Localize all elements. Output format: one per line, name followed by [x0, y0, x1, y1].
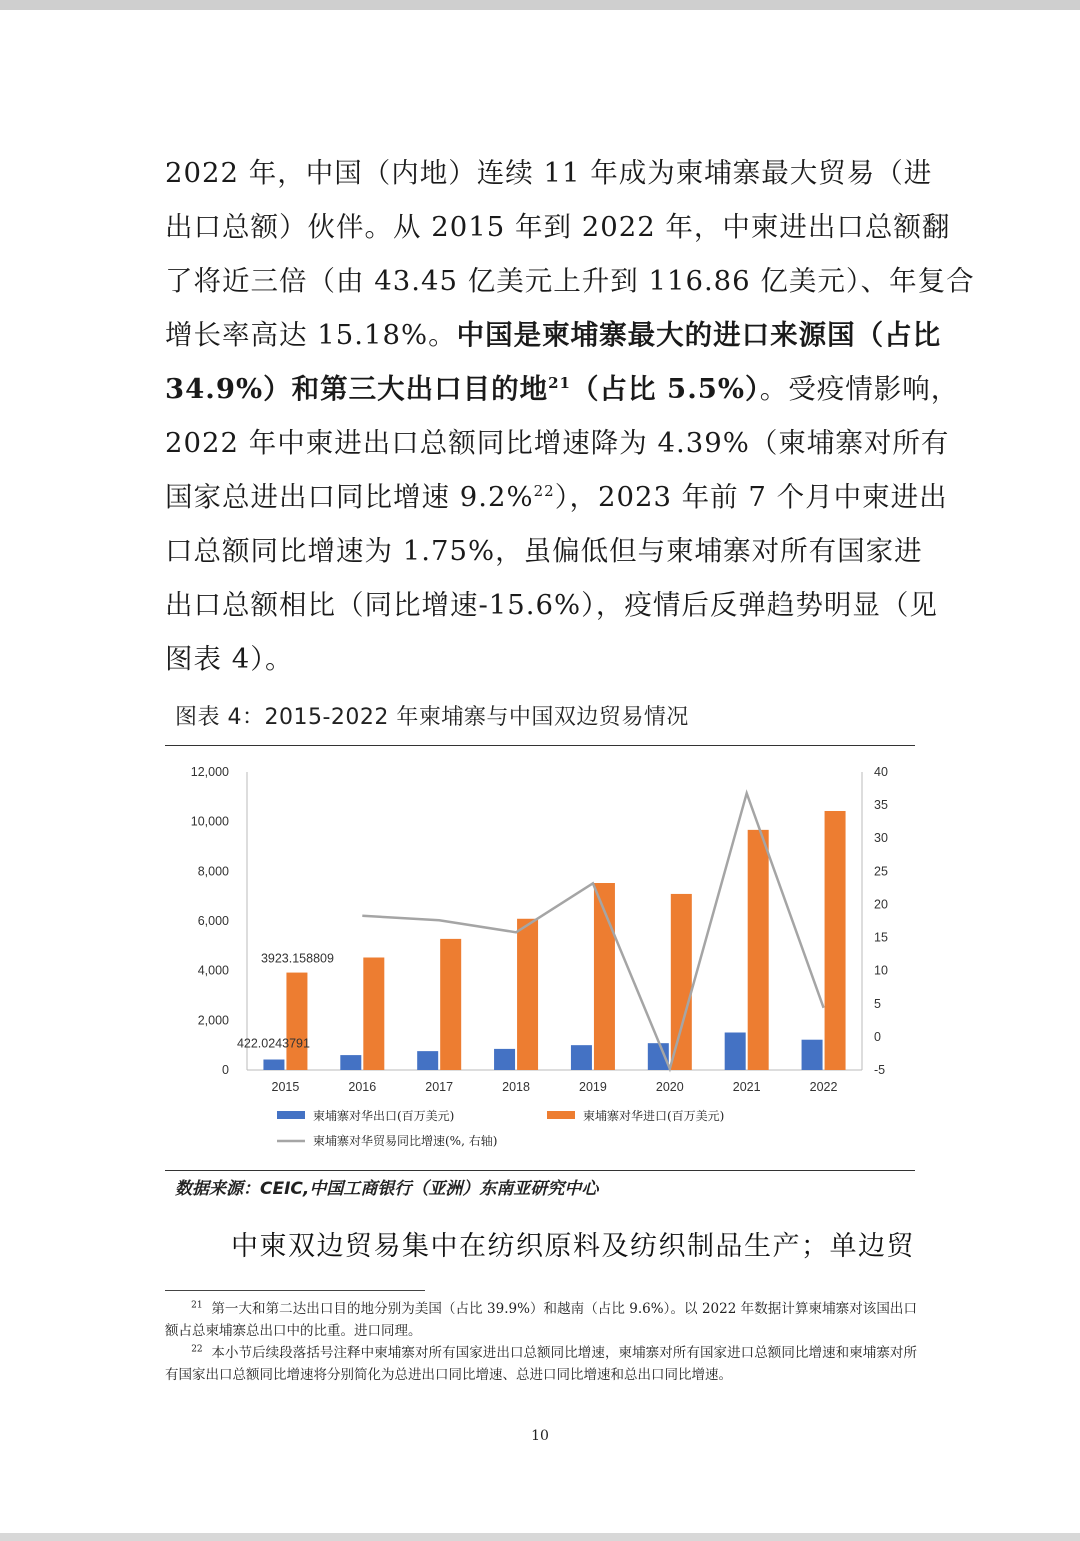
text-bold: 中国是柬埔寨最大的进口来源国（占比: [456, 319, 942, 351]
bar-import-2020: [671, 894, 692, 1070]
left-tick-label: 10,000: [190, 814, 229, 829]
bar-export-2022: [802, 1040, 823, 1070]
footnote-22: [165, 1342, 917, 1386]
text-line: 出口总额相比（同比增速-15.6%），疫情后反弹趋势明显（见: [165, 589, 938, 621]
bar-import-2016: [363, 958, 384, 1070]
legend-swatch-export: [277, 1111, 305, 1119]
x-tick-label: 2017: [425, 1080, 454, 1094]
left-tick-label: 2,000: [197, 1013, 229, 1028]
right-tick-label: 5: [874, 996, 881, 1011]
bar-export-2021: [725, 1033, 746, 1070]
legend-label-export: 柬埔寨对华出口(百万美元): [313, 1109, 455, 1123]
legend-swatch-import: [547, 1111, 575, 1119]
left-tick-label: 6,000: [197, 914, 229, 928]
right-tick-label: 40: [874, 765, 888, 779]
bar-import-2017: [440, 939, 461, 1070]
figure-top-rule: [165, 745, 915, 746]
text-line: [165, 362, 960, 416]
text-line: 2022 年，中国（内地）连续 11 年成为柬埔寨最大贸易（进: [165, 157, 933, 189]
text-line: 2022 年中柬进出口总额同比增速降为 4.39%（柬埔寨对所有: [165, 427, 950, 459]
x-tick-label: 2022: [809, 1080, 838, 1094]
text-line: [165, 470, 948, 524]
data-label-export-2015: 422.0243791: [236, 1036, 310, 1051]
bar-import-2018: [517, 919, 538, 1070]
left-tick-label: 12,000: [190, 765, 229, 779]
text-plain: 。受疫情影响，: [759, 373, 960, 405]
page-number: 10: [531, 1428, 549, 1444]
text-plain: 国家总进出口同比增速 9.2%: [165, 481, 534, 513]
x-tick-label: 2019: [579, 1080, 607, 1094]
right-tick-label: 10: [874, 963, 888, 978]
left-tick-label: 0: [222, 1063, 229, 1077]
right-tick-label: -5: [874, 1063, 886, 1077]
data-label-import-2015: 3923.158809: [260, 951, 334, 966]
right-tick-label: 15: [874, 930, 888, 945]
x-tick-label: 2016: [348, 1080, 377, 1094]
x-tick-label: 2015: [271, 1080, 300, 1094]
x-tick-label: 2020: [655, 1080, 684, 1094]
footnote-number: 21: [191, 1300, 203, 1311]
legend-label-import: 柬埔寨对华进口(百万美元): [583, 1109, 725, 1123]
figure-source: 数据来源：CEIC,中国工商银行（亚洲）东南亚研究中心: [175, 1179, 599, 1199]
body-paragraph: [165, 146, 975, 686]
footnote-text: 本小节后续段落括号注释中柬埔寨对所有国家进出口总额同比增速，柬埔寨对所有国家进口总额同比增速和柬埔寨对所有国家出口总额同比增速将分别简化为总进出口同比增速、总进口同比增速和总出口同比增速。: [165, 1345, 918, 1383]
section-heading: 中柬双边贸易集中在纺织原料及纺织制品生产；单边贸: [231, 1231, 915, 1262]
footnotes: [165, 1298, 917, 1386]
text-plain: ），2023 年前 7 个月中柬进出: [554, 481, 948, 513]
top-border: [0, 0, 1080, 10]
footnote-ref-21[interactable]: 21: [548, 373, 571, 392]
left-tick-label: 8,000: [197, 864, 229, 879]
bar-export-2015: [263, 1060, 284, 1070]
legend-label-growth: 柬埔寨对华贸易同比增速(%, 右轴): [313, 1134, 498, 1148]
right-tick-label: 35: [874, 798, 888, 813]
text-line: [165, 308, 942, 362]
bar-export-2016: [340, 1055, 361, 1070]
trade-chart: [165, 748, 915, 1168]
bar-export-2017: [417, 1051, 438, 1070]
footnote-ref-22[interactable]: 22: [533, 481, 555, 500]
text-line: 了将近三倍（由 43.45 亿美元上升到 116.86 亿美元）、年复合: [165, 265, 975, 297]
bar-import-2021: [748, 830, 769, 1070]
text-plain: 增长率高达 15.18%。: [165, 319, 457, 351]
x-tick-label: 2018: [502, 1080, 530, 1094]
footnote-text: 第一大和第二达出口目的地分别为美国（占比 39.9%）和越南（占比 9.6%）。以 2022 年数据计算柬埔寨对该国出口额占总柬埔寨总出口中的比重。进口同理。: [165, 1301, 917, 1339]
text-line: 图表 4）。: [165, 643, 294, 675]
bar-import-2015: [286, 973, 307, 1070]
bar-export-2018: [494, 1049, 515, 1070]
bar-import-2022: [825, 811, 846, 1070]
left-tick-label: 4,000: [197, 963, 229, 978]
figure-title: 图表 4：2015-2022 年柬埔寨与中国双边贸易情况: [175, 705, 689, 730]
right-tick-label: 20: [874, 897, 888, 912]
right-tick-label: 25: [874, 864, 888, 879]
right-tick-label: 30: [874, 831, 888, 846]
text-bold: 34.9%）和第三大出口目的地: [165, 373, 549, 405]
text-line: 出口总额）伙伴。从 2015 年到 2022 年，中柬进出口总额翻: [165, 211, 951, 243]
footnote-number: 22: [191, 1344, 203, 1355]
x-tick-label: 2021: [732, 1080, 761, 1094]
figure-bottom-rule: [165, 1170, 915, 1171]
right-tick-label: 0: [874, 1029, 881, 1044]
bottom-border: [0, 1533, 1080, 1541]
footnote-21: [165, 1298, 917, 1342]
text-line: 口总额同比增速为 1.75%，虽偏低但与柬埔寨对所有国家进: [165, 535, 923, 567]
footnote-separator: [165, 1290, 425, 1291]
bar-export-2019: [571, 1045, 592, 1070]
text-bold: （占比 5.5%）: [570, 373, 760, 405]
